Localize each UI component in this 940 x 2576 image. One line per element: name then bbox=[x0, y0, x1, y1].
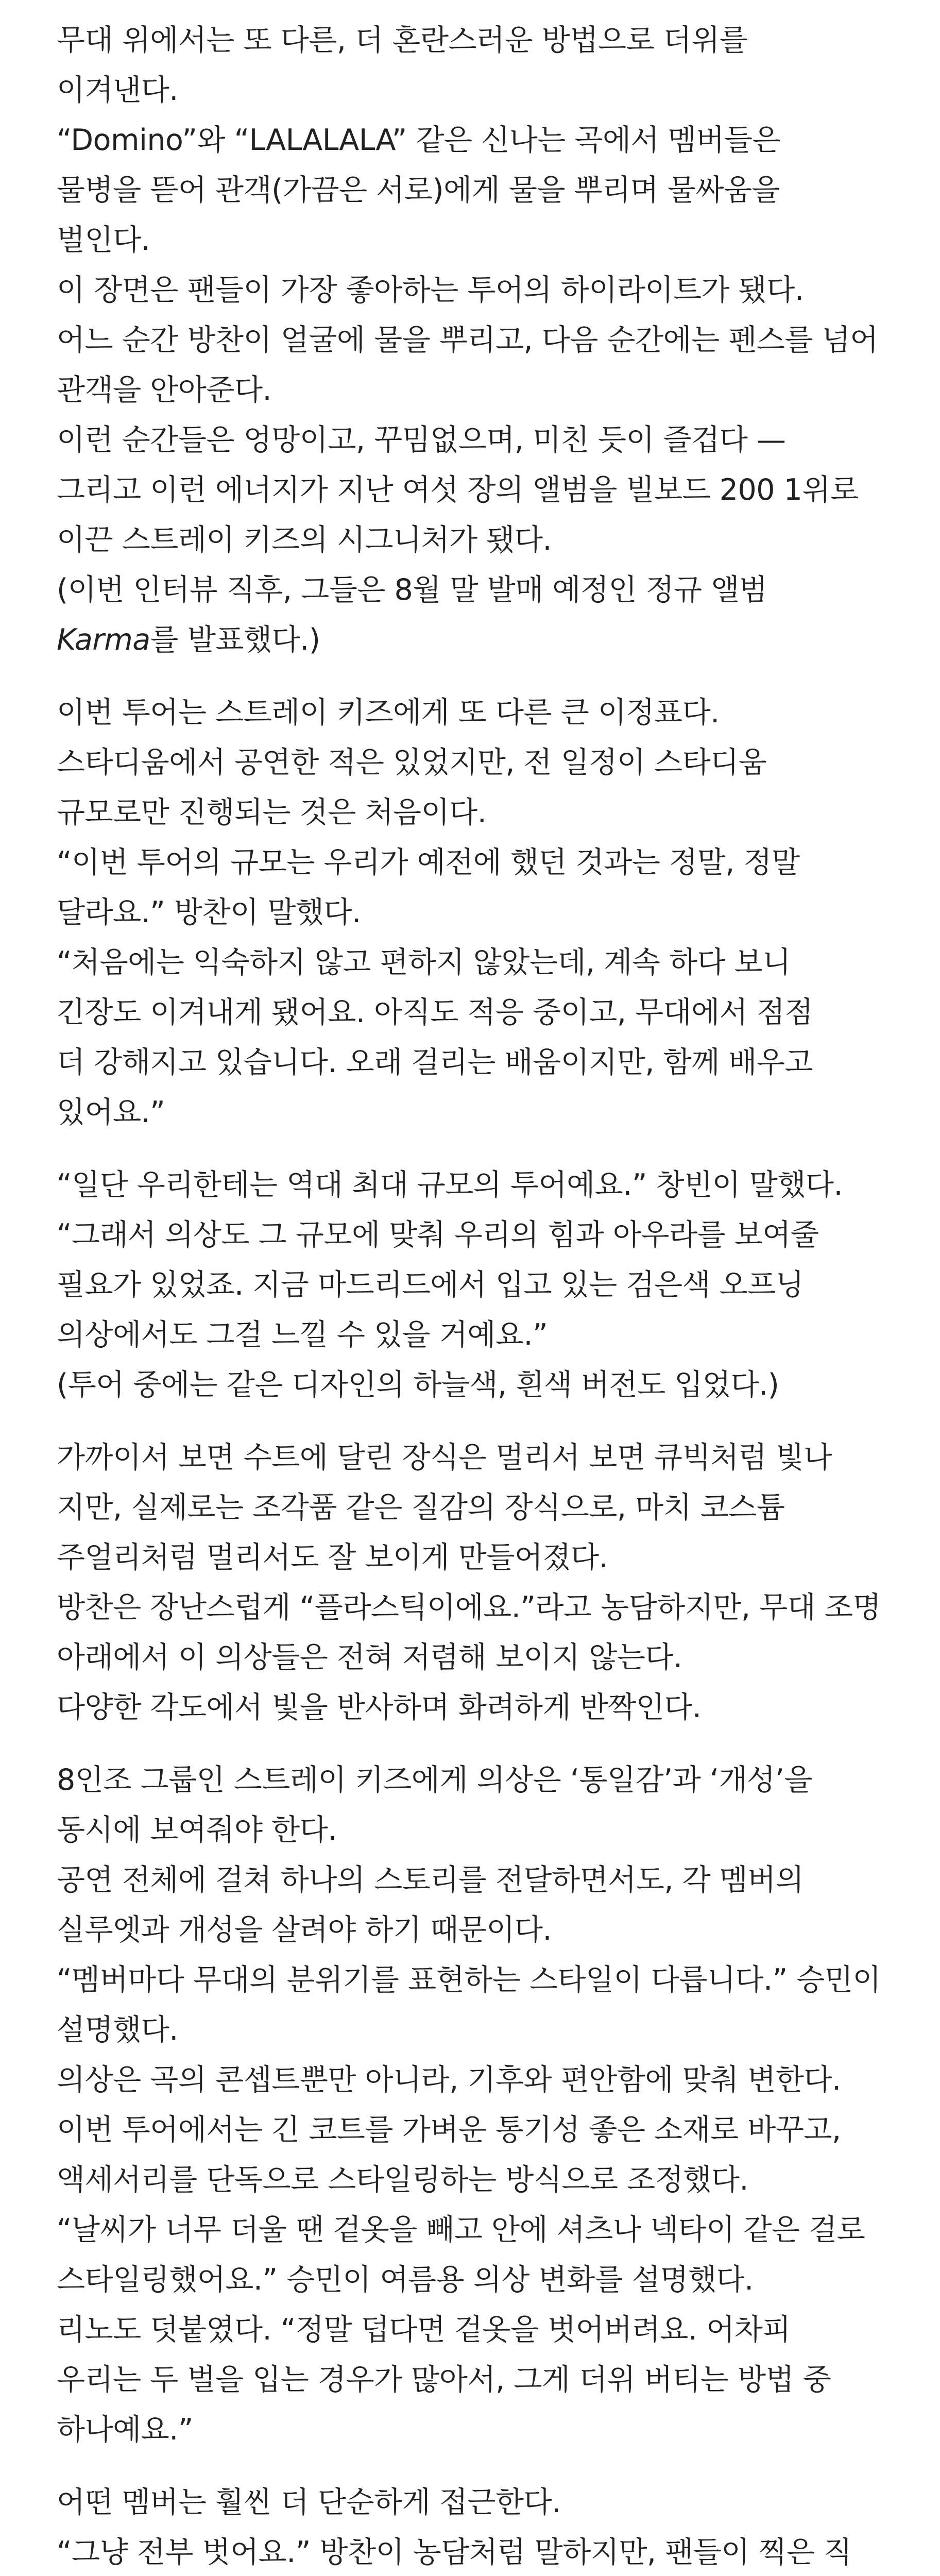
article-body bbox=[57, 15, 912, 2576]
text-line: 관객을 안아준다. bbox=[57, 373, 272, 407]
paragraph-suit-details bbox=[57, 1433, 912, 1733]
text-line: 동시에 보여줘야 한다. bbox=[57, 1813, 337, 1847]
text-line: “이번 투어의 규모는 우리가 예전에 했던 것과는 정말, 정말 bbox=[57, 845, 800, 879]
text-line: 주얼리처럼 멀리서도 잘 보이게 만들어졌다. bbox=[57, 1540, 608, 1574]
text-line: 무대 위에서는 또 다른, 더 혼란스러운 방법으로 더위를 bbox=[57, 23, 748, 57]
text-line: 공연 전체에 걸쳐 하나의 스토리를 전달하면서도, 각 멤버의 bbox=[57, 1863, 804, 1897]
text-line: 지만, 실제로는 조각품 같은 질감의 장식으로, 마치 코스튬 bbox=[57, 1490, 785, 1524]
text-line: 리노도 덧붙였다. “정말 덥다면 겉옷을 벗어버려요. 어차피 bbox=[57, 2313, 791, 2347]
text-line: 필요가 있었죠. 지금 마드리드에서 입고 있는 검은색 오프닝 bbox=[57, 1268, 804, 1302]
album-title-karma: Karma bbox=[57, 623, 150, 657]
text-line: 8인조 그룹인 스트레이 키즈에게 의상은 ‘통일감’과 ‘개성’을 bbox=[57, 1763, 812, 1797]
text-line: 이 장면은 팬들이 가장 좋아하는 투어의 하이라이트가 됐다. bbox=[57, 273, 804, 307]
text-line: 이런 순간들은 엉망이고, 꾸밈없으며, 미친 듯이 즐겁다 — bbox=[57, 423, 786, 457]
text-line: 아래에서 이 의상들은 전혀 저렴해 보이지 않는다. bbox=[57, 1640, 682, 1674]
text-line: 설명했다. bbox=[57, 2013, 178, 2047]
text-line: 그리고 이런 에너지가 지난 여섯 장의 앨범을 빌보드 200 1위로 bbox=[57, 473, 859, 507]
text-line: 어느 순간 방찬이 얼굴에 물을 뿌리고, 다음 순간에는 펜스를 넘어 bbox=[57, 323, 878, 357]
text-line: “Domino”와 “LALALALA” 같은 신나는 곡에서 멤버들은 bbox=[57, 123, 781, 157]
text-line: 의상에서도 그걸 느낄 수 있을 거예요.” bbox=[57, 1318, 548, 1352]
text-line: 긴장도 이겨내게 됐어요. 아직도 적응 중이고, 무대에서 점점 bbox=[57, 995, 813, 1029]
text-line: 달라요.” 방찬이 말했다. bbox=[57, 895, 361, 929]
text-line: “그래서 의상도 그 규모에 맞춰 우리의 힘과 아우라를 보여줄 bbox=[57, 1218, 819, 1252]
text-line: 다양한 각도에서 빛을 반사하며 화려하게 반짝인다. bbox=[57, 1690, 702, 1724]
text-line: 방찬은 장난스럽게 “플라스틱이에요.”라고 농담하지만, 무대 조명 bbox=[57, 1590, 881, 1624]
text-line: 액세서리를 단독으로 스타일링하는 방식으로 조정했다. bbox=[57, 2163, 749, 2197]
text-line: 규모로만 진행되는 것은 처음이다. bbox=[57, 795, 487, 829]
paragraph-tour-milestone bbox=[57, 688, 912, 1138]
text-line: 실루엣과 개성을 살려야 하기 때문이다. bbox=[57, 1913, 552, 1947]
text-line: 하나예요.” bbox=[57, 2413, 193, 2447]
text-line: 우리는 두 벌을 입는 경우가 많아서, 그게 더위 버티는 방법 중 bbox=[57, 2363, 831, 2397]
text-line: 의상은 곡의 콘셉트뿐만 아니라, 기후와 편안함에 맞춰 변한다. bbox=[57, 2063, 841, 2097]
text-line: 어떤 멤버는 훨씬 더 단순하게 접근한다. bbox=[57, 2485, 561, 2519]
paragraph-changbin-quote bbox=[57, 1160, 912, 1410]
text-line: 더 강해지고 있습니다. 오래 걸리는 배움이지만, 함께 배우고 bbox=[57, 1045, 813, 1079]
text-line: 이번 투어에서는 긴 코트를 가벼운 통기성 좋은 소재로 바꾸고, bbox=[57, 2113, 841, 2147]
text-line: “멤버마다 무대의 분위기를 표현하는 스타일이 다릅니다.” 승민이 bbox=[57, 1963, 881, 1997]
text-line: “날씨가 너무 더울 땐 겉옷을 빼고 안에 셔츠나 넥타이 같은 걸로 bbox=[57, 2213, 865, 2247]
text-line: 스타일링했어요.” 승민이 여름용 의상 변화를 설명했다. bbox=[57, 2263, 754, 2297]
paragraph-simple-approach bbox=[57, 2478, 912, 2576]
text-line: (투어 중에는 같은 디자인의 하늘색, 흰색 버전도 입었다.) bbox=[57, 1368, 779, 1402]
text-line: 물병을 뜯어 관객(가끔은 서로)에게 물을 뿌리며 물싸움을 bbox=[57, 173, 780, 207]
text-line: 이번 투어는 스트레이 키즈에게 또 다른 큰 이정표다. bbox=[57, 696, 720, 730]
text-line: (이번 인터뷰 직후, 그들은 8월 말 발매 예정인 정규 앨범 bbox=[57, 573, 767, 607]
paragraph-unity-individuality bbox=[57, 1755, 912, 2455]
paragraph-heat-onstage bbox=[57, 15, 912, 665]
text-line: “일단 우리한테는 역대 최대 규모의 투어예요.” 창빈이 말했다. bbox=[57, 1168, 843, 1202]
text-line: 이겨낸다. bbox=[57, 73, 178, 107]
text-line: 이끈 스트레이 키즈의 시그니처가 됐다. bbox=[57, 523, 552, 557]
text-line: 있어요.” bbox=[57, 1095, 165, 1129]
text-line: “처음에는 익숙하지 않고 편하지 않았는데, 계속 하다 보니 bbox=[57, 945, 791, 979]
text-line: 스타디움에서 공연한 적은 있었지만, 전 일정이 스타디움 bbox=[57, 745, 767, 779]
text-line: “그냥 전부 벗어요.” 방찬이 농담처럼 말하지만, 팬들이 찍은 직 bbox=[57, 2535, 852, 2569]
text-line: 가까이서 보면 수트에 달린 장식은 멀리서 보면 큐빅처럼 빛나 bbox=[57, 1440, 832, 1475]
text-line-album-title: Karma를 발표했다.) bbox=[57, 623, 320, 657]
text-line: 벌인다. bbox=[57, 223, 150, 257]
